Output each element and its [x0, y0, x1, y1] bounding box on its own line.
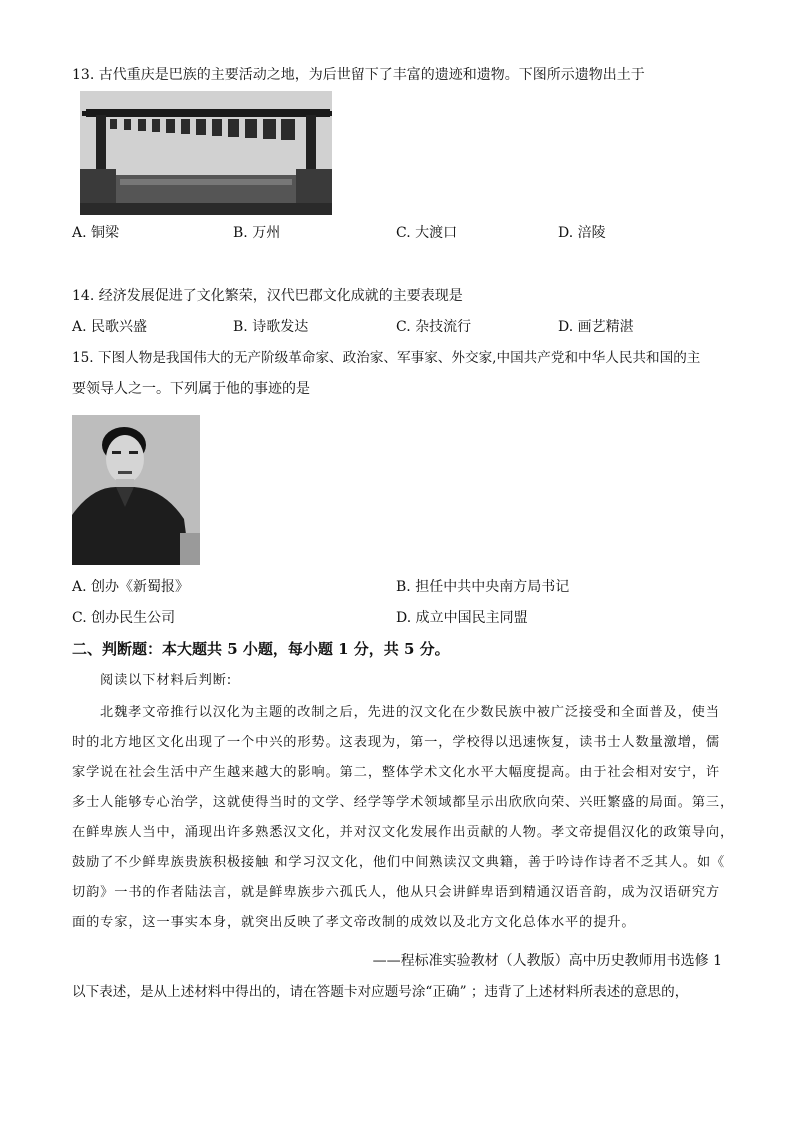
material-line-4: 多士人能够专心治学，这就使得当时的文学、经学等学术领域都呈示出欣欣向荣、兴旺繁盛的局面。第三， — [72, 795, 735, 810]
q15-stem-line2: 要领导人之一。下列属于他的事迹的是 — [72, 381, 310, 397]
material-line-5: 在鲜卑族人当中，涌现出许多熟悉汉文化，并对汉文化发展作出贡献的人物。孝文帝提倡汉化的政策导向， — [72, 825, 735, 840]
material-line-7: 切韵》一书的作者陆法言，就是鲜卑族步六孤氏人，他从只会讲鲜卑语到精通汉语音韵，成为汉语研究方 — [72, 885, 721, 900]
q13-option-b: B. 万州 — [233, 225, 281, 241]
material-line-6: 鼓励了不少鲜卑族贵族积极接触 和学习汉文化，他们中间熟读汉文典籍，善于吟诗作诗者不乏其人。如《 — [72, 855, 726, 870]
material-line-8: 面的专家，这一事实本身，就突出反映了孝文帝改制的成效以及北方文化总体水平的提升。 — [72, 915, 636, 930]
q15-option-b: B. 担任中共中央南方局书记 — [396, 579, 570, 595]
q15-option-a: A. 创办《新蜀报》 — [72, 579, 190, 595]
q13-option-d: D. 涪陵 — [558, 225, 606, 241]
q14-option-c: C. 杂技流行 — [396, 319, 472, 335]
section-title: 二、判断题：本大题共 5 小题，每小题 1 分，共 5 分。 — [72, 640, 450, 658]
q15-option-d: D. 成立中国民主同盟 — [396, 610, 528, 626]
judgement-instruction: 以下表述，是从上述材料中得出的，请在答题卡对应题号涂“正确” ；违背了上述材料所表述的意思的， — [72, 984, 689, 1000]
material-line-1: 北魏孝文帝推行以汉化为主题的改制之后，先进的汉文化在少数民族中被广泛接受和全面普及，使当 — [100, 705, 720, 720]
portrait-photo — [72, 415, 200, 565]
q14-stem: 14. 经济发展促进了文化繁荣，汉代巴郡文化成就的主要表现是 — [72, 288, 463, 304]
q13-option-a: A. 铜梁 — [72, 225, 120, 241]
material-intro: 阅读以下材料后判断: — [100, 673, 233, 688]
q14-option-b: B. 诗歌发达 — [233, 319, 309, 335]
q14-option-d: D. 画艺精湛 — [558, 319, 634, 335]
material-line-3: 家学说在社会生活中产生越来越大的影响。第二，整体学术文化水平大幅度提高。由于社会相对安宁，许 — [72, 765, 721, 780]
bronze-bell-set-image — [80, 91, 332, 215]
q14-option-a: A. 民歌兴盛 — [72, 319, 148, 335]
q15-stem-line1: 15. 下图人物是我国伟大的无产阶级革命家、政治家、军事家、外交家,中国共产党和中华人民共和国的主 — [72, 350, 701, 366]
material-source: ——程标准实验教材（人教版）高中历史教师用书选修 1 — [372, 953, 722, 969]
material-line-2: 时的北方地区文化出现了一个中兴的形势。这表现为，第一，学校得以迅速恢复，读书士人数量激增，儒 — [72, 735, 721, 750]
q13-option-c: C. 大渡口 — [396, 225, 458, 241]
q13-stem: 13. 古代重庆是巴族的主要活动之地，为后世留下了丰富的遗迹和遗物。下图所示遗物出土于 — [72, 67, 645, 83]
q15-option-c: C. 创办民生公司 — [72, 610, 176, 626]
